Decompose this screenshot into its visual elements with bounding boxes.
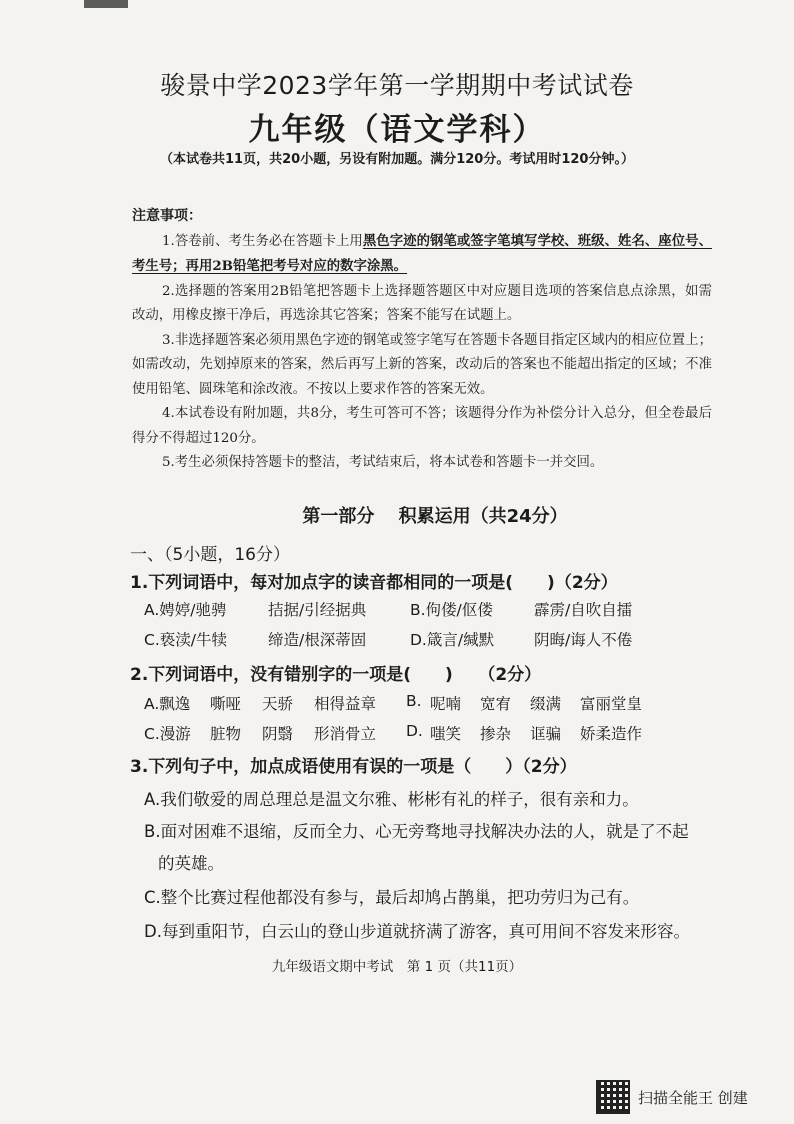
option-c-2: 缔造/根深蒂固: [268, 631, 367, 649]
word: C.漫游: [144, 725, 191, 743]
word: 脏物: [210, 725, 242, 743]
question-1-row-2: [144, 628, 632, 650]
option-d-2: 阴晦/诲人不倦: [534, 631, 633, 649]
word: 宽宥: [480, 695, 512, 713]
notice-item-1-underlined: 黑色字迹的钢笔或签字笔填写学校、班级、姓名、座位号、考生号；再用2B铅笔把考号对应的数字涂黑。: [132, 232, 712, 274]
question-2-row-2: [144, 722, 642, 744]
word: 相得益章: [314, 695, 377, 713]
notice-block: [132, 204, 712, 476]
word: 嗤笑: [430, 725, 462, 743]
scanner-badge: [596, 1080, 748, 1114]
word: 呢喃: [430, 695, 462, 713]
word: 缀满: [530, 695, 562, 713]
notice-item-1: [132, 229, 712, 280]
exam-title: 骏景中学2023学年第一学期期中考试试卷: [160, 71, 634, 100]
word: 嘶哑: [210, 695, 242, 713]
question-2-stem: 2.下列词语中，没有错别字的一项是( ) （2分）: [130, 665, 542, 685]
scanner-badge-text: 扫描全能王 创建: [638, 1088, 748, 1107]
section-title: 一、（5小题，16分）: [130, 545, 290, 565]
word: 形消骨立: [314, 725, 377, 743]
exam-info: （本试卷共11页，共20小题，另设有附加题。满分120分。考试用时120分钟。）: [160, 152, 634, 167]
scan-artifact: [84, 0, 128, 8]
question-3-option-d: D.每到重阳节，白云山的登山步道就挤满了游客，真可用间不容发来形容。: [144, 922, 690, 941]
word: 娇柔造作: [580, 725, 643, 743]
question-3-option-c: C.整个比赛过程他都没有参与，最后却鸠占鹊巢，把功劳归为己有。: [144, 888, 640, 907]
notice-item-5: 5.考生必须保持答题卡的整洁，考试结束后，将本试卷和答题卡一并交回。: [162, 455, 604, 470]
question-3-option-b-line2: 的英雄。: [158, 854, 224, 873]
option-c-1: C.亵渎/牛犊: [144, 631, 227, 649]
exam-subtitle: 九年级（语文学科）: [248, 112, 546, 148]
notice-item-1-text: 1.答卷前、考生务必在答题卡上用: [162, 233, 363, 249]
option-label: B.: [406, 692, 422, 710]
word: 阴翳: [262, 725, 294, 743]
option-b-1: B.佝偻/伛偻: [410, 601, 493, 619]
page-footer: 九年级语文期中考试 第 1 页（共11页）: [271, 959, 523, 975]
question-2-row-1: [144, 692, 642, 714]
word: 掺杂: [480, 725, 512, 743]
question-3-option-a: A.我们敬爱的周总理总是温文尔雅、彬彬有礼的样子，很有亲和力。: [144, 790, 639, 809]
notice-item-4: 4.本试卷设有附加题，共8分，考生可答可不答；该题得分作为补偿分计入总分，但全卷最后得分不得超过120分。: [132, 406, 712, 446]
option-label: D.: [406, 722, 423, 740]
word: A.飘逸: [144, 695, 191, 713]
word: 富丽堂皇: [580, 695, 643, 713]
option-a-2: 拮据/引经据典: [268, 601, 367, 619]
question-1-row-1: [144, 598, 632, 620]
question-1-stem: 1.下列词语中，每对加点字的读音都相同的一项是( )（2分）: [130, 573, 618, 593]
notice-item-3: 3.非选择题答案必须用黑色字迹的钢笔或签字笔写在答题卡各题目指定区域内的相应位置上；如需改动，先划掉原来的答案，然后再写上新的答案，改动后的答案也不能超出指定的区域；不准使用铅笔、圆珠笔和涂改液。不按以上要求作答的答案无效。: [132, 332, 712, 397]
word: 天骄: [262, 695, 294, 713]
question-3-stem: 3.下列句子中，加点成语使用有误的一项是（ ）（2分）: [130, 757, 577, 777]
part-title: 第一部分 积累运用（共24分）: [302, 506, 568, 527]
word: 诓骗: [530, 725, 562, 743]
option-a-1: A.娉婷/驰骋: [144, 601, 227, 619]
option-d-1: D.箴言/缄默: [410, 631, 495, 649]
notice-heading: 注意事项：: [132, 208, 202, 224]
notice-item-2: 2.选择题的答案用2B铅笔把答题卡上选择题答题区中对应题目选项的答案信息点涂黑，如需改动，用橡皮擦干净后，再选涂其它答案；答案不能写在试题上。: [132, 283, 712, 323]
option-b-2: 霹雳/自吹自擂: [534, 601, 633, 619]
question-3-option-b-line1: B.面对困难不退缩，反而全力、心无旁骛地寻找解决办法的人，就是了不起: [144, 822, 689, 841]
qr-code-icon: [596, 1080, 630, 1114]
